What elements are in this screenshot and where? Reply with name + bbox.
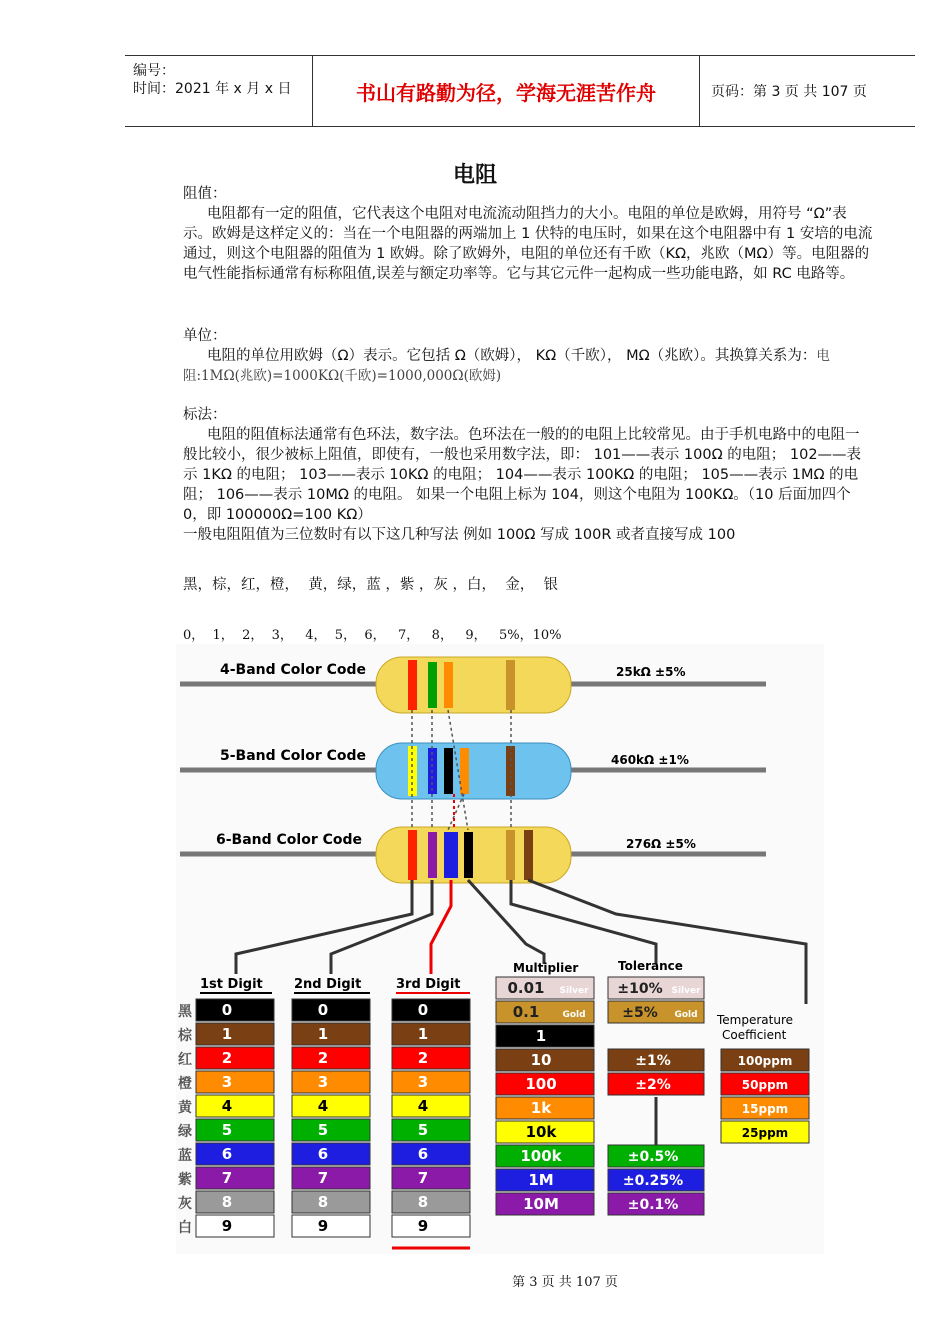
digit1-cell-1	[196, 1023, 274, 1045]
band-6-6	[524, 830, 533, 880]
tolerance-value-2: ±1%	[635, 1053, 671, 1069]
section-mark	[183, 405, 873, 545]
tolerance-value-0: ±10%	[617, 981, 663, 997]
temp-value-0: 100ppm	[737, 1054, 793, 1068]
mark-paragraph: 电阻的阻值标法通常有色环法，数字法。色环法在一般的的电阻上比较常见。由于手机电路中的电阻一般比较小，很少被标上阻值，即使有，一般也采用数字法，即： 101——表示 100Ω 的电阻； 102——表示 1KΩ 的电阻； 103——表示 10KΩ 的电阻； 104——表示 100KΩ 的电阻； 105——表示 1MΩ 的电阻； 106——表示 10MΩ 的电阻。 如果一个电阻上标为 104，则这个电阻为 100KΩ。（10 后面加四个 0，即 100000Ω=100 KΩ）	[183, 427, 862, 523]
digit2-cell-0	[292, 999, 370, 1021]
row-name-2: 红	[178, 1052, 192, 1068]
color-code-svg	[176, 644, 824, 1254]
digit3-cell-4	[392, 1095, 470, 1117]
digit3-value-0: 0	[417, 1001, 429, 1019]
digit3-cell-8	[392, 1191, 470, 1213]
digit1-cell-7	[196, 1167, 274, 1189]
digit2-value-6: 6	[317, 1145, 329, 1163]
multiplier-sub-1: Gold	[562, 1010, 586, 1020]
digit2-cell-6	[292, 1143, 370, 1165]
temp-value-2: 15ppm	[741, 1102, 789, 1116]
band-6-5	[506, 830, 515, 880]
multiplier-value-8: 1M	[528, 1171, 554, 1189]
band-4-4	[506, 660, 515, 710]
page-header	[125, 55, 915, 127]
tolerance-value-3: ±2%	[635, 1077, 671, 1093]
digit3-value-8: 8	[417, 1193, 429, 1211]
header-temp-2: Coefficient	[722, 1028, 787, 1042]
unit-conversion: 电阻:1MΩ(兆欧)=1000KΩ(千欧)=1000,000Ω(欧姆)	[183, 348, 830, 384]
digit3-value-5: 5	[417, 1121, 429, 1139]
digit1-value-3: 3	[221, 1073, 233, 1091]
digit1-cell-5	[196, 1119, 274, 1141]
digit3-cell-0	[392, 999, 470, 1021]
digit1-value-5: 5	[221, 1121, 233, 1139]
tolerance-sub-0: Silver	[671, 986, 701, 996]
digit1-cell-6	[196, 1143, 274, 1165]
digit3-cell-9	[392, 1215, 470, 1237]
digit2-cell-1	[292, 1023, 370, 1045]
temp-value-3: 25ppm	[741, 1126, 789, 1140]
digit1-value-0: 0	[221, 1001, 233, 1019]
header-digit2: 2nd Digit	[294, 977, 362, 992]
digit1-cell-9	[196, 1215, 274, 1237]
digit1-cell-2	[196, 1047, 274, 1069]
row-name-6: 蓝	[178, 1148, 192, 1164]
digit2-value-1: 1	[317, 1025, 329, 1043]
row-name-5: 绿	[178, 1124, 192, 1140]
row-name-3: 橙	[178, 1076, 192, 1092]
band-6-2	[428, 832, 437, 878]
digit1-cell-3	[196, 1071, 274, 1093]
row-name-8: 灰	[178, 1196, 192, 1212]
leader-line-red	[431, 880, 451, 974]
header-digit1: 1st Digit	[200, 977, 263, 992]
page-footer: 第 3 页 共 107 页	[512, 1275, 618, 1290]
digit1-value-8: 8	[221, 1193, 233, 1211]
band-6-3	[444, 832, 458, 878]
tolerance-value-4: ±0.5%	[627, 1149, 679, 1165]
multiplier-value-4: 100	[525, 1075, 557, 1093]
row-name-4: 黄	[178, 1100, 192, 1116]
digit2-cell-5	[292, 1119, 370, 1141]
header-multiplier: Multiplier	[513, 961, 579, 975]
header-tolerance: Tolerance	[618, 959, 683, 973]
digit2-value-2: 2	[317, 1049, 329, 1067]
unit-heading: 单位：	[183, 328, 227, 344]
digit3-value-2: 2	[417, 1049, 429, 1067]
digit1-cell-4	[196, 1095, 274, 1117]
number-label: 编号：	[133, 63, 175, 79]
header-meta	[125, 56, 313, 126]
digit2-value-7: 7	[317, 1169, 329, 1187]
digit1-cell-8	[196, 1191, 274, 1213]
digit2-cell-8	[292, 1191, 370, 1213]
unit-paragraph	[183, 346, 873, 386]
multiplier-value-1: 0.1	[512, 1003, 540, 1021]
multiplier-value-9: 10M	[523, 1195, 559, 1213]
digit1-value-1: 1	[221, 1025, 233, 1043]
resistor-6band-body	[376, 827, 571, 883]
digit2-cell-3	[292, 1071, 370, 1093]
header-motto: 书山有路勤为径，学海无涯苦作舟	[313, 56, 700, 126]
multiplier-value-2: 1	[535, 1027, 547, 1045]
band6-title: 6-Band Color Code	[216, 832, 363, 848]
digit3-cell-2	[392, 1047, 470, 1069]
tolerance-value-5: ±0.25%	[622, 1173, 684, 1189]
band-6-1	[408, 830, 417, 880]
resistor-4band-body	[376, 657, 571, 713]
digit1-value-6: 6	[221, 1145, 233, 1163]
multiplier-value-0: 0.01	[507, 979, 545, 997]
digit3-value-6: 6	[417, 1145, 429, 1163]
digit3-value-7: 7	[417, 1169, 429, 1187]
digit2-value-3: 3	[317, 1073, 329, 1091]
digit3-value-3: 3	[417, 1073, 429, 1091]
row-name-7: 紫	[178, 1172, 192, 1188]
mark-heading: 标法：	[183, 407, 227, 423]
header-digit3: 3rd Digit	[396, 977, 461, 992]
temp-value-1: 50ppm	[741, 1078, 789, 1092]
digit1-value-4: 4	[221, 1097, 233, 1115]
row-name-9: 白	[178, 1220, 192, 1236]
header-page-info: 页码：第 3 页 共 107 页	[711, 84, 867, 100]
diagram-dynamic	[178, 977, 809, 1237]
digit2-cell-4	[292, 1095, 370, 1117]
band4-value: 25kΩ ±5%	[616, 665, 686, 679]
color-list: 黑，棕，红，橙， 黄，绿，蓝 ，紫 ，灰 ，白， 金， 银	[183, 577, 558, 593]
page-title: 电阻	[452, 163, 497, 188]
multiplier-value-6: 10k	[525, 1123, 557, 1141]
band-5-3	[444, 748, 453, 794]
value-paragraph: 电阻都有一定的阻值，它代表这个电阻对电流流动阻挡力的大小。电阻的单位是欧姆，用符号 “Ω”表示。欧姆是这样定义的：当在一个电阻器的两端加上 1 伏特的电压时，如果在这个电阻器中有 1 安培的电流通过，则这个电阻器的阻值为 1 欧姆。除了欧姆外，电阻的单位还有千欧（KΩ，兆欧（MΩ）等。电阻器的电气性能指标通常有标称阻值,误差与额定功率等。它与其它元件一起构成一些功能电路，如 RC 电路等。	[183, 206, 873, 282]
digit3-cell-3	[392, 1071, 470, 1093]
band4-title: 4-Band Color Code	[220, 662, 367, 678]
digit1-cell-0	[196, 999, 274, 1021]
band5-value: 460kΩ ±1%	[611, 753, 689, 767]
time-label: 时间：2021 年 x 月 x 日	[133, 81, 292, 97]
digit3-cell-1	[392, 1023, 470, 1045]
value-heading: 阻值：	[183, 186, 227, 202]
digit1-value-2: 2	[221, 1049, 233, 1067]
band-6-4	[464, 832, 473, 878]
digit3-cell-7	[392, 1167, 470, 1189]
digit3-cell-6	[392, 1143, 470, 1165]
tolerance-value-6: ±0.1%	[627, 1197, 679, 1213]
digit2-cell-9	[292, 1215, 370, 1237]
row-name-1: 棕	[178, 1028, 192, 1044]
unit-text: 电阻的单位用欧姆（Ω）表示。它包括 Ω（欧姆）， KΩ（千欧）， MΩ（兆欧）。其换算关系为：	[207, 348, 817, 364]
number-list: 0， 1， 2， 3， 4， 5， 6， 7， 8， 9， 5%，10%	[183, 628, 562, 643]
tolerance-sub-1: Gold	[674, 1010, 698, 1020]
band-4-2	[428, 662, 437, 708]
digit3-value-9: 9	[417, 1217, 429, 1235]
color-code-diagram	[176, 644, 824, 1254]
digit2-value-0: 0	[317, 1001, 329, 1019]
digit2-value-5: 5	[317, 1121, 329, 1139]
digit3-cell-5	[392, 1119, 470, 1141]
digit2-value-8: 8	[317, 1193, 329, 1211]
digit2-value-4: 4	[317, 1097, 329, 1115]
digit3-value-1: 1	[417, 1025, 429, 1043]
digit2-cell-2	[292, 1047, 370, 1069]
digit2-value-9: 9	[317, 1217, 329, 1235]
mark-paragraph-2: 一般电阻阻值为三位数时有以下这几种写法 例如 100Ω 写成 100R 或者直接写成 100	[183, 527, 736, 543]
multiplier-value-7: 100k	[520, 1147, 562, 1165]
band5-title: 5-Band Color Code	[220, 748, 367, 764]
band6-value: 276Ω ±5%	[626, 837, 696, 851]
multiplier-sub-0: Silver	[559, 986, 589, 996]
band-4-1	[408, 660, 417, 710]
digit1-value-7: 7	[221, 1169, 233, 1187]
band-4-3	[444, 662, 453, 708]
digit1-value-9: 9	[221, 1217, 233, 1235]
multiplier-value-5: 1k	[530, 1099, 552, 1117]
multiplier-value-3: 10	[530, 1051, 552, 1069]
header-temp-1: Temperature	[717, 1013, 794, 1027]
resistor-5band-body	[376, 743, 571, 799]
row-name-0: 黑	[178, 1004, 192, 1020]
digit2-cell-7	[292, 1167, 370, 1189]
section-unit	[183, 326, 873, 386]
tolerance-value-1: ±5%	[622, 1005, 658, 1021]
section-value	[183, 184, 873, 284]
digit3-value-4: 4	[417, 1097, 429, 1115]
